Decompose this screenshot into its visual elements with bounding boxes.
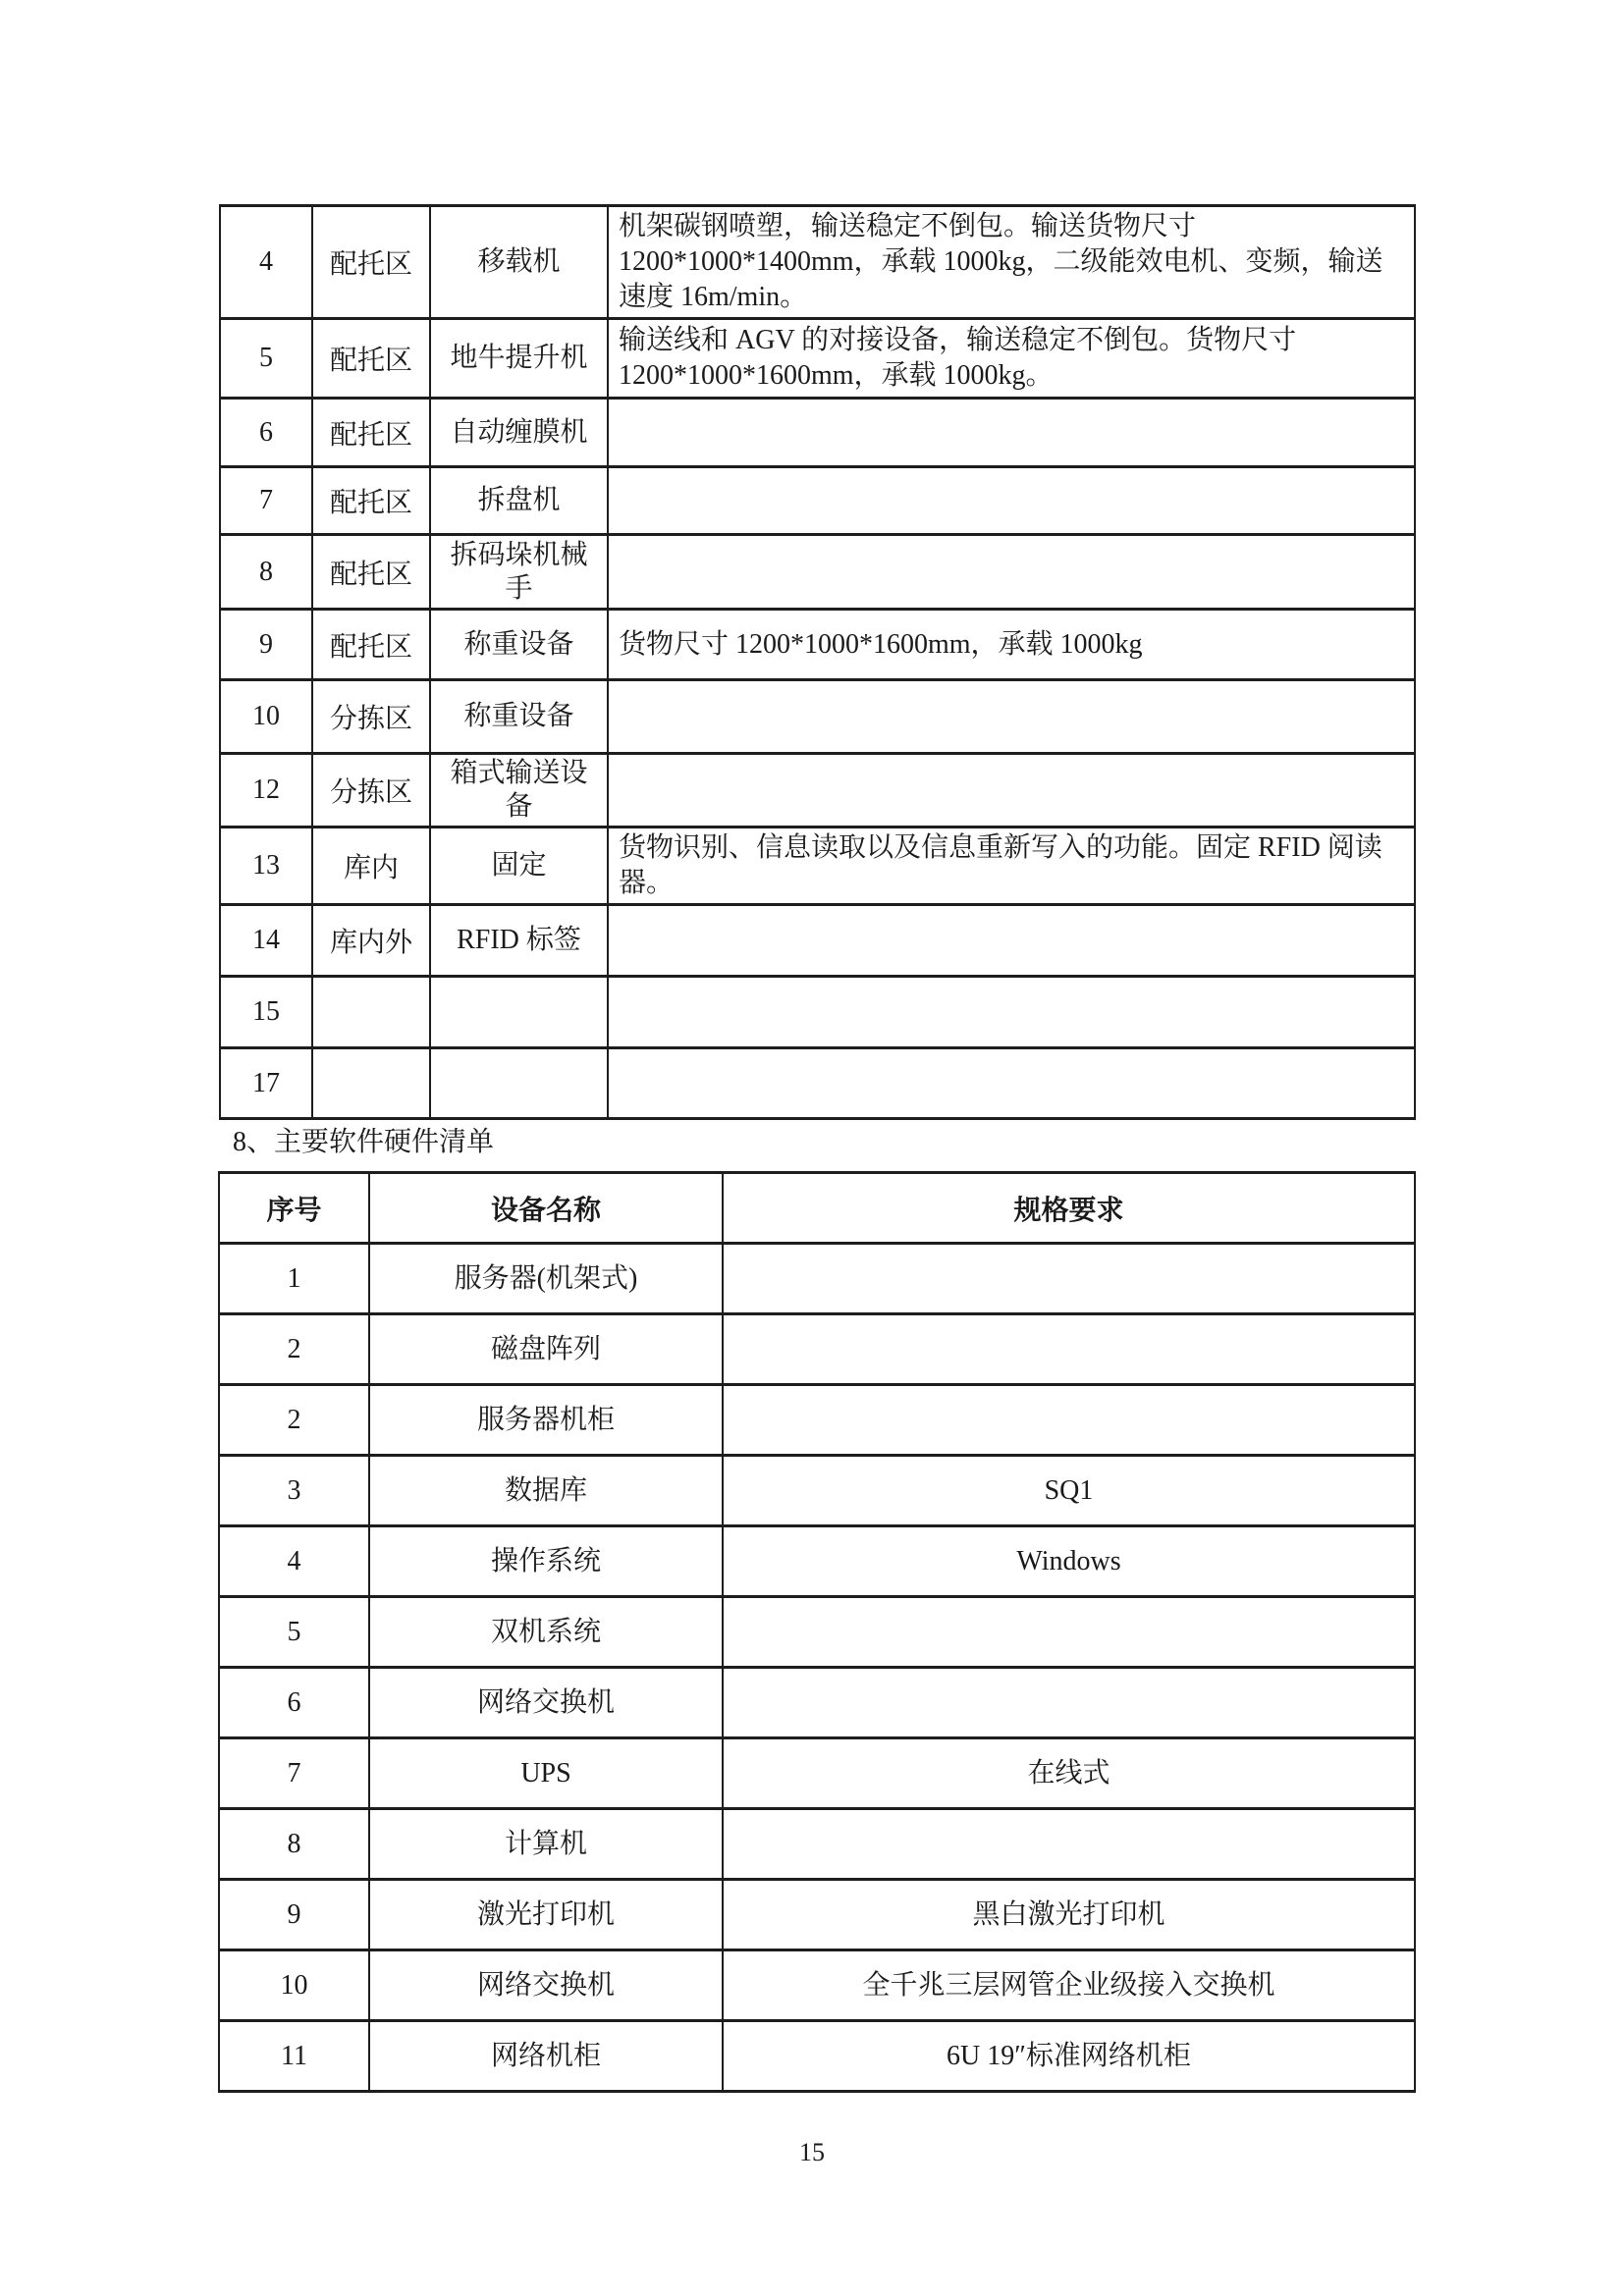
cell-name: 网络交换机	[369, 1668, 723, 1738]
cell-seq: 8	[219, 1809, 369, 1880]
cell-name: UPS	[369, 1738, 723, 1809]
cell-name: 移载机	[430, 206, 608, 319]
cell-seq: 8	[220, 535, 312, 610]
equipment-spec-table	[219, 204, 1416, 1120]
page-number: 15	[799, 2138, 825, 2166]
table-row	[219, 1597, 1415, 1668]
cell-spec: 全千兆三层网管企业级接入交换机	[723, 1950, 1415, 2021]
cell-spec: 黑白激光打印机	[723, 1880, 1415, 1950]
cell-seq: 1	[219, 1244, 369, 1314]
cell-seq: 5	[220, 319, 312, 399]
cell-seq: 3	[219, 1456, 369, 1526]
cell-area: 配托区	[312, 535, 430, 610]
cell-spec: 货物识别、信息读取以及信息重新写入的功能。固定 RFID 阅读器。	[608, 828, 1415, 905]
cell-area: 分拣区	[312, 680, 430, 754]
cell-spec	[608, 399, 1415, 467]
table-row	[220, 467, 1415, 535]
cell-spec: SQ1	[723, 1456, 1415, 1526]
cell-name: 拆码垛机械手	[430, 535, 608, 610]
cell-area: 配托区	[312, 206, 430, 319]
cell-spec	[723, 1244, 1415, 1314]
table-row	[219, 1738, 1415, 1809]
cell-seq: 6	[219, 1668, 369, 1738]
table-row	[219, 1880, 1415, 1950]
cell-seq: 4	[219, 1526, 369, 1597]
cell-name: 磁盘阵列	[369, 1314, 723, 1385]
cell-name	[430, 1048, 608, 1119]
cell-name: 计算机	[369, 1809, 723, 1880]
header-seq: 序号	[219, 1173, 369, 1244]
cell-seq: 13	[220, 828, 312, 905]
cell-name: 称重设备	[430, 610, 608, 680]
cell-name: 数据库	[369, 1456, 723, 1526]
cell-name: 服务器(机架式)	[369, 1244, 723, 1314]
table-row	[219, 1314, 1415, 1385]
cell-area: 配托区	[312, 399, 430, 467]
cell-name: 网络交换机	[369, 1950, 723, 2021]
cell-seq: 7	[219, 1738, 369, 1809]
section-title: 8、主要软件硬件清单	[233, 1127, 495, 1157]
cell-area: 配托区	[312, 319, 430, 399]
cell-spec	[723, 1809, 1415, 1880]
table-row	[220, 680, 1415, 754]
cell-seq: 4	[220, 206, 312, 319]
cell-name: 箱式输送设备	[430, 754, 608, 828]
table-row	[220, 399, 1415, 467]
cell-spec: Windows	[723, 1526, 1415, 1597]
table-row	[219, 1668, 1415, 1738]
table-row	[219, 1385, 1415, 1456]
cell-seq: 15	[220, 977, 312, 1048]
table-row	[220, 828, 1415, 905]
cell-spec	[723, 1385, 1415, 1456]
cell-area: 配托区	[312, 610, 430, 680]
cell-seq: 17	[220, 1048, 312, 1119]
cell-area: 库内	[312, 828, 430, 905]
software-hardware-table	[218, 1171, 1416, 2093]
table-row	[219, 2021, 1415, 2092]
cell-seq: 10	[219, 1950, 369, 2021]
table-row	[220, 535, 1415, 610]
cell-spec: 机架碳钢喷塑，输送稳定不倒包。输送货物尺寸 1200*1000*1400mm，承载 1000kg，二级能效电机、变频，输送速度 16m/min。	[608, 206, 1415, 319]
table-row	[220, 754, 1415, 828]
header-spec: 规格要求	[723, 1173, 1415, 1244]
cell-name: 服务器机柜	[369, 1385, 723, 1456]
cell-spec	[608, 977, 1415, 1048]
cell-spec	[723, 1597, 1415, 1668]
cell-seq: 9	[219, 1880, 369, 1950]
cell-name: 激光打印机	[369, 1880, 723, 1950]
cell-seq: 7	[220, 467, 312, 535]
cell-seq: 9	[220, 610, 312, 680]
cell-seq: 5	[219, 1597, 369, 1668]
table-row	[219, 1526, 1415, 1597]
cell-spec	[608, 467, 1415, 535]
cell-spec	[608, 905, 1415, 977]
cell-spec: 在线式	[723, 1738, 1415, 1809]
cell-area	[312, 1048, 430, 1119]
table-row	[220, 1048, 1415, 1119]
cell-seq: 2	[219, 1314, 369, 1385]
cell-spec	[608, 754, 1415, 828]
cell-name: 网络机柜	[369, 2021, 723, 2092]
cell-name	[430, 977, 608, 1048]
table-row	[220, 977, 1415, 1048]
cell-name: 称重设备	[430, 680, 608, 754]
cell-seq: 14	[220, 905, 312, 977]
cell-name: 固定	[430, 828, 608, 905]
cell-spec	[723, 1314, 1415, 1385]
table-row	[219, 1456, 1415, 1526]
cell-seq: 11	[219, 2021, 369, 2092]
cell-spec	[608, 535, 1415, 610]
header-name: 设备名称	[369, 1173, 723, 1244]
cell-spec	[723, 1668, 1415, 1738]
table-row	[220, 319, 1415, 399]
cell-area	[312, 977, 430, 1048]
cell-seq: 6	[220, 399, 312, 467]
table-row	[219, 1809, 1415, 1880]
cell-spec: 货物尺寸 1200*1000*1600mm，承载 1000kg	[608, 610, 1415, 680]
cell-name: 自动缠膜机	[430, 399, 608, 467]
cell-seq: 2	[219, 1385, 369, 1456]
table-row	[220, 206, 1415, 319]
cell-spec: 6U 19″标准网络机柜	[723, 2021, 1415, 2092]
cell-seq: 12	[220, 754, 312, 828]
cell-area: 配托区	[312, 467, 430, 535]
cell-name: 拆盘机	[430, 467, 608, 535]
table-row	[219, 1244, 1415, 1314]
cell-seq: 10	[220, 680, 312, 754]
table-header-row	[219, 1173, 1415, 1244]
cell-name: 双机系统	[369, 1597, 723, 1668]
cell-name: 地牛提升机	[430, 319, 608, 399]
cell-area: 分拣区	[312, 754, 430, 828]
table-row	[220, 905, 1415, 977]
cell-spec: 输送线和 AGV 的对接设备，输送稳定不倒包。货物尺寸 1200*1000*1600mm，承载 1000kg。	[608, 319, 1415, 399]
cell-spec	[608, 1048, 1415, 1119]
table-row	[219, 1950, 1415, 2021]
table-row	[220, 610, 1415, 680]
cell-name: 操作系统	[369, 1526, 723, 1597]
cell-area: 库内外	[312, 905, 430, 977]
cell-spec	[608, 680, 1415, 754]
cell-name: RFID 标签	[430, 905, 608, 977]
